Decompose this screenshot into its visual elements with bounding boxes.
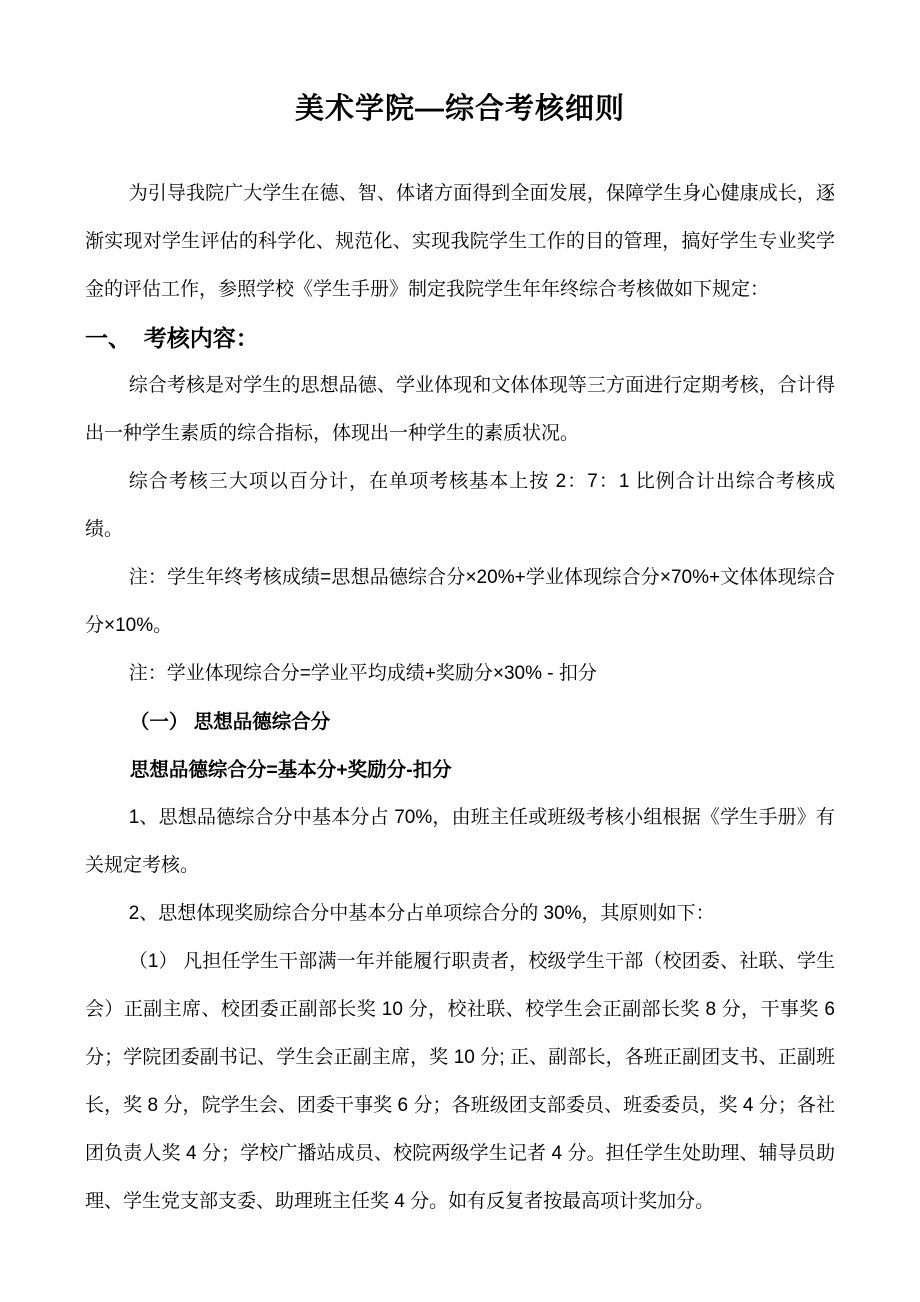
heading-moral-score-formula: 思想品德综合分=基本分+奖励分-扣分 [129,759,452,781]
paragraph-item-2-reward-score: 2、思想体现奖励综合分中基本分占单项综合分的 30%，其原则如下： [128,903,715,924]
heading-section-1-assessment-content: 一、 考核内容： [85,325,259,351]
note-academic-score-formula: 注：学业体现综合分=学业平均成绩+奖励分×30% - 扣分 [128,663,597,684]
note-annual-score-formula: 注：学生年终考核成绩=思想品德综合分×20%+学业体现综合分×70%+文体体现综合分×10%。 [85,567,835,636]
paragraph-preamble: 为引导我院广大学生在德、智、体诸方面得到全面发展，保障学生身心健康成长，逐渐实现对学生评估的科学化、规范化、实现我院学生工作的目的管理，搞好学生专业奖学金的评估工作，参照学校《学生手册》制定我院学生年年终综合考核做如下规定： [85,183,835,300]
heading-moral-score-section: （一） 思想品德综合分 [129,711,331,733]
document-title: 美术学院—综合考核细则 [294,93,625,125]
paragraph-score-ratio: 综合考核三大项以百分计，在单项考核基本上按 2：7：1 比例合计出综合考核成绩。 [85,471,835,540]
paragraph-item-2-1-cadre-rewards: （1） 凡担任学生干部满一年并能履行职责者，校级学生干部（校团委、社联、学生会）正副主席、校团委正副部长奖 10 分，校社联、校学生会正副部长奖 8 分，干事奖 6 分；学院团委副书记、学生会正副主席，奖 10 分; 正、副部长，各班正副团支书、正副班长，奖 8 分，院学生会、团委干事奖 6 分；各班级团支部委员、班委委员，奖 4 分；各社团负责人奖 4 分；学校广播站成员、校院两级学生记者 4 分。担任学生处助理、辅导员助理、学生党支部支委、助理班主任奖 4 分。如有反复者按最高项计奖加分。 [85,951,835,1212]
paragraph-item-1-basic-score: 1、思想品德综合分中基本分占 70%，由班主任或班级考核小组根据《学生手册》有关规定考核。 [85,807,835,876]
paragraph-assessment-overview: 综合考核是对学生的思想品德、学业体现和文体体现等三方面进行定期考核，合计得出一种学生素质的综合指标，体现出一种学生的素质状况。 [85,375,835,444]
